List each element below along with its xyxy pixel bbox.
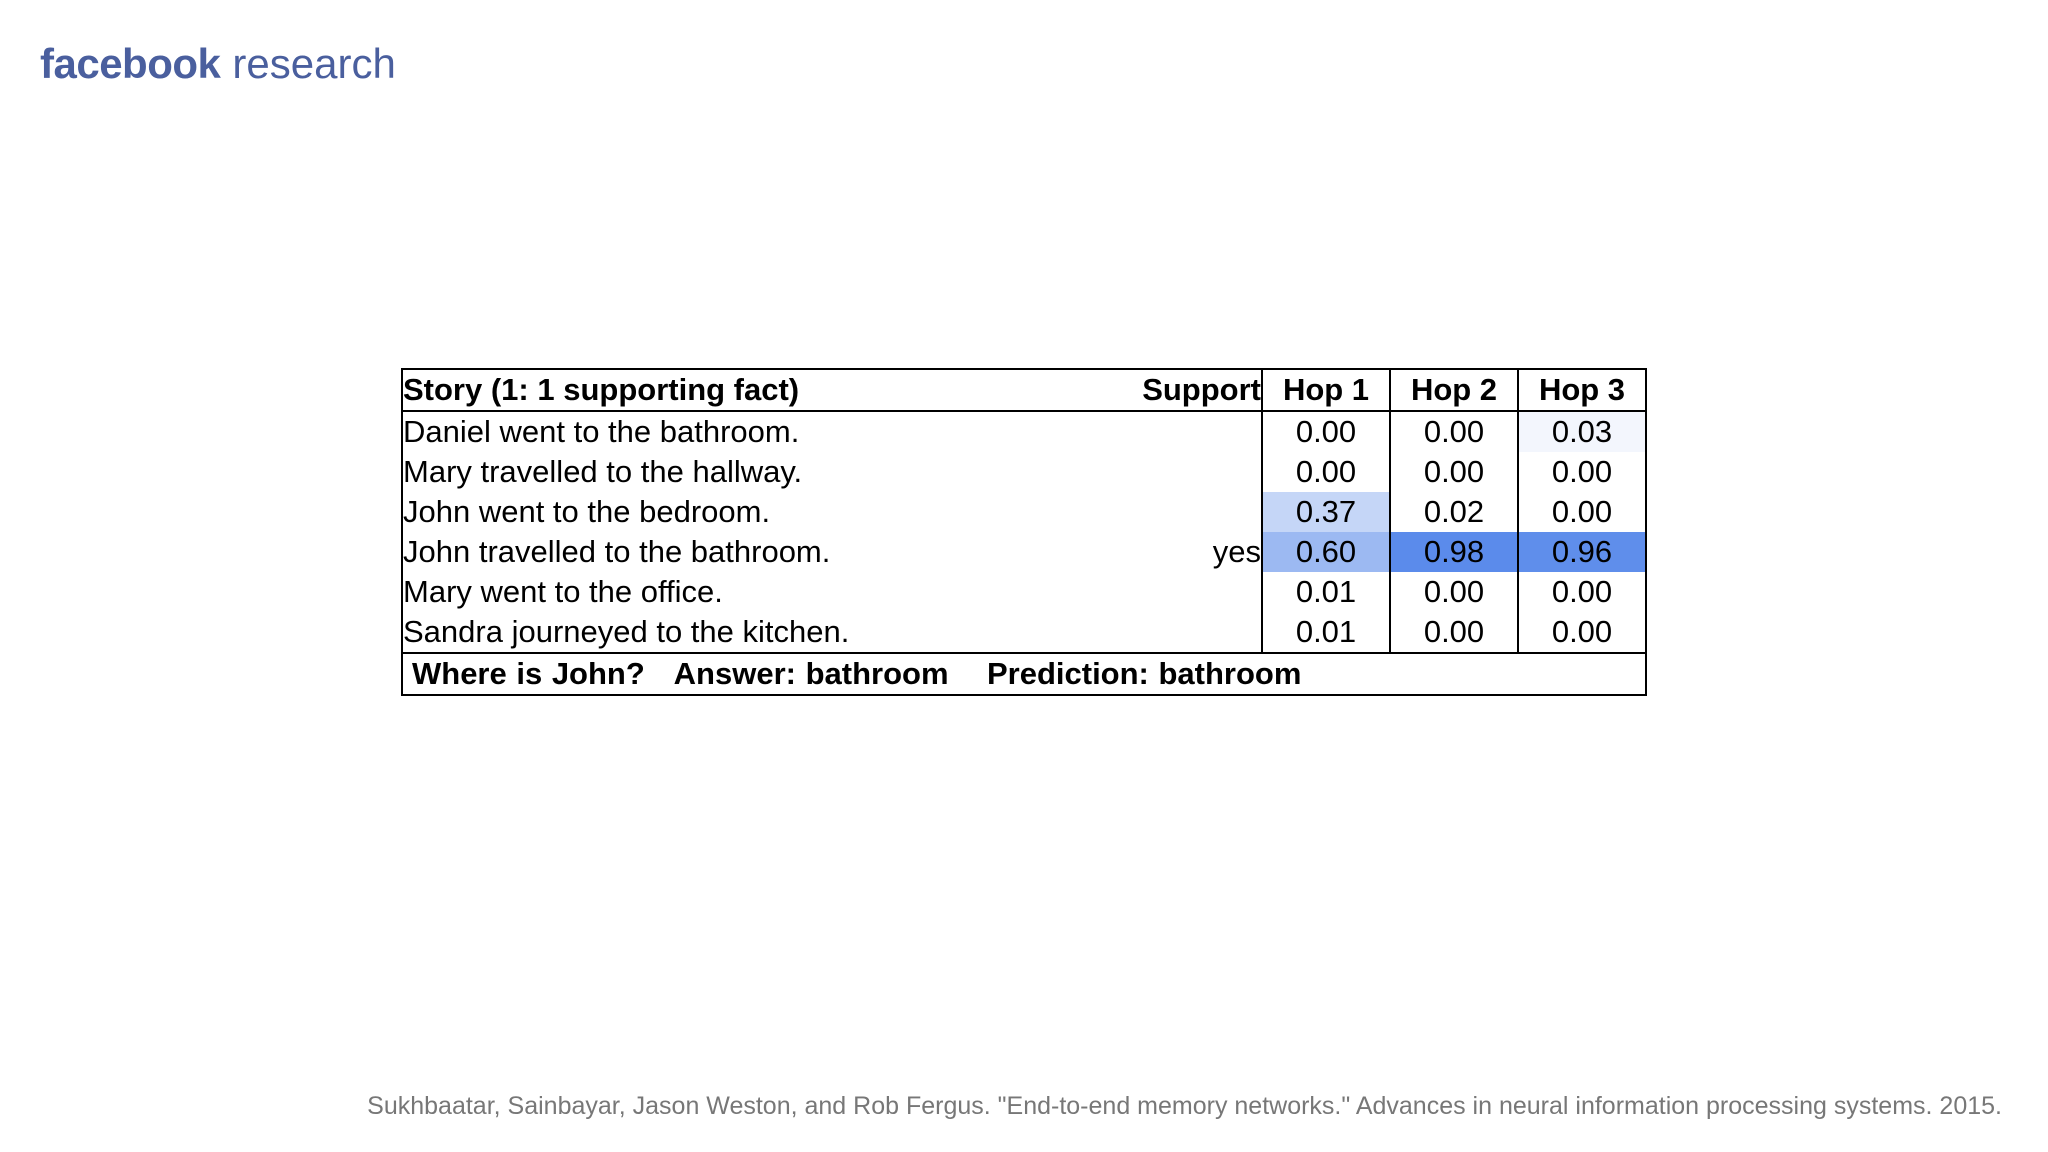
table-row [402,452,1646,492]
table-row [402,532,1646,572]
logo-word-facebook: facebook [40,40,221,87]
citation-text: Sukhbaatar, Sainbayar, Jason Weston, and Rob Fergus. "End-to-end memory networks." Advances in neural information processing systems. 2015. [367,1092,2002,1120]
table-row [402,411,1646,452]
support-cell [1080,492,1262,532]
table-row [402,612,1646,653]
story-sentence: John travelled to the bathroom. [403,534,831,569]
hop-3-value: 0.00 [1518,492,1646,532]
hop-3-value: 0.00 [1518,572,1646,612]
hop-3-value: 0.96 [1518,532,1646,572]
hop-2-value: 0.98 [1390,532,1518,572]
question-answer-line [402,653,1646,695]
hop-2-value: 0.00 [1390,452,1518,492]
story-sentence: Mary travelled to the hallway. [403,454,803,489]
hop-1-value: 0.00 [1262,452,1390,492]
support-cell [1080,411,1262,452]
answer-text: Answer: bathroom [673,656,949,691]
header-hop-2: Hop 2 [1390,369,1518,411]
memory-attention-table [401,368,1647,696]
hop-2-value: 0.02 [1390,492,1518,532]
hop-2-value: 0.00 [1390,612,1518,653]
hop-2-value: 0.00 [1390,411,1518,452]
table-row [402,572,1646,612]
table-footer-row [402,653,1646,695]
prediction-text: Prediction: bathroom [986,656,1302,691]
hop-2-value: 0.00 [1390,572,1518,612]
support-cell [1080,452,1262,492]
hop-1-value: 0.01 [1262,612,1390,653]
hop-3-value: 0.03 [1518,411,1646,452]
header-support: Support [1080,369,1262,411]
support-cell [1080,612,1262,653]
hop-1-value: 0.60 [1262,532,1390,572]
hop-1-value: 0.00 [1262,411,1390,452]
table-row [402,492,1646,532]
support-cell [1080,572,1262,612]
facebook-research-logo [40,36,396,92]
support-cell: yes [1212,534,1261,569]
question-text: Where is John? [412,656,645,691]
story-sentence: Daniel went to the bathroom. [403,414,800,449]
table-header-row [402,369,1646,411]
story-sentence: John went to the bedroom. [403,494,771,529]
hop-1-value: 0.01 [1262,572,1390,612]
story-sentence: Mary went to the office. [403,574,723,609]
header-hop-1: Hop 1 [1262,369,1390,411]
logo-word-research: research [232,40,396,87]
header-story: Story (1: 1 supporting fact) [402,369,1080,411]
hop-3-value: 0.00 [1518,452,1646,492]
hop-3-value: 0.00 [1518,612,1646,653]
header-hop-3: Hop 3 [1518,369,1646,411]
story-sentence: Sandra journeyed to the kitchen. [403,614,850,649]
hop-1-value: 0.37 [1262,492,1390,532]
